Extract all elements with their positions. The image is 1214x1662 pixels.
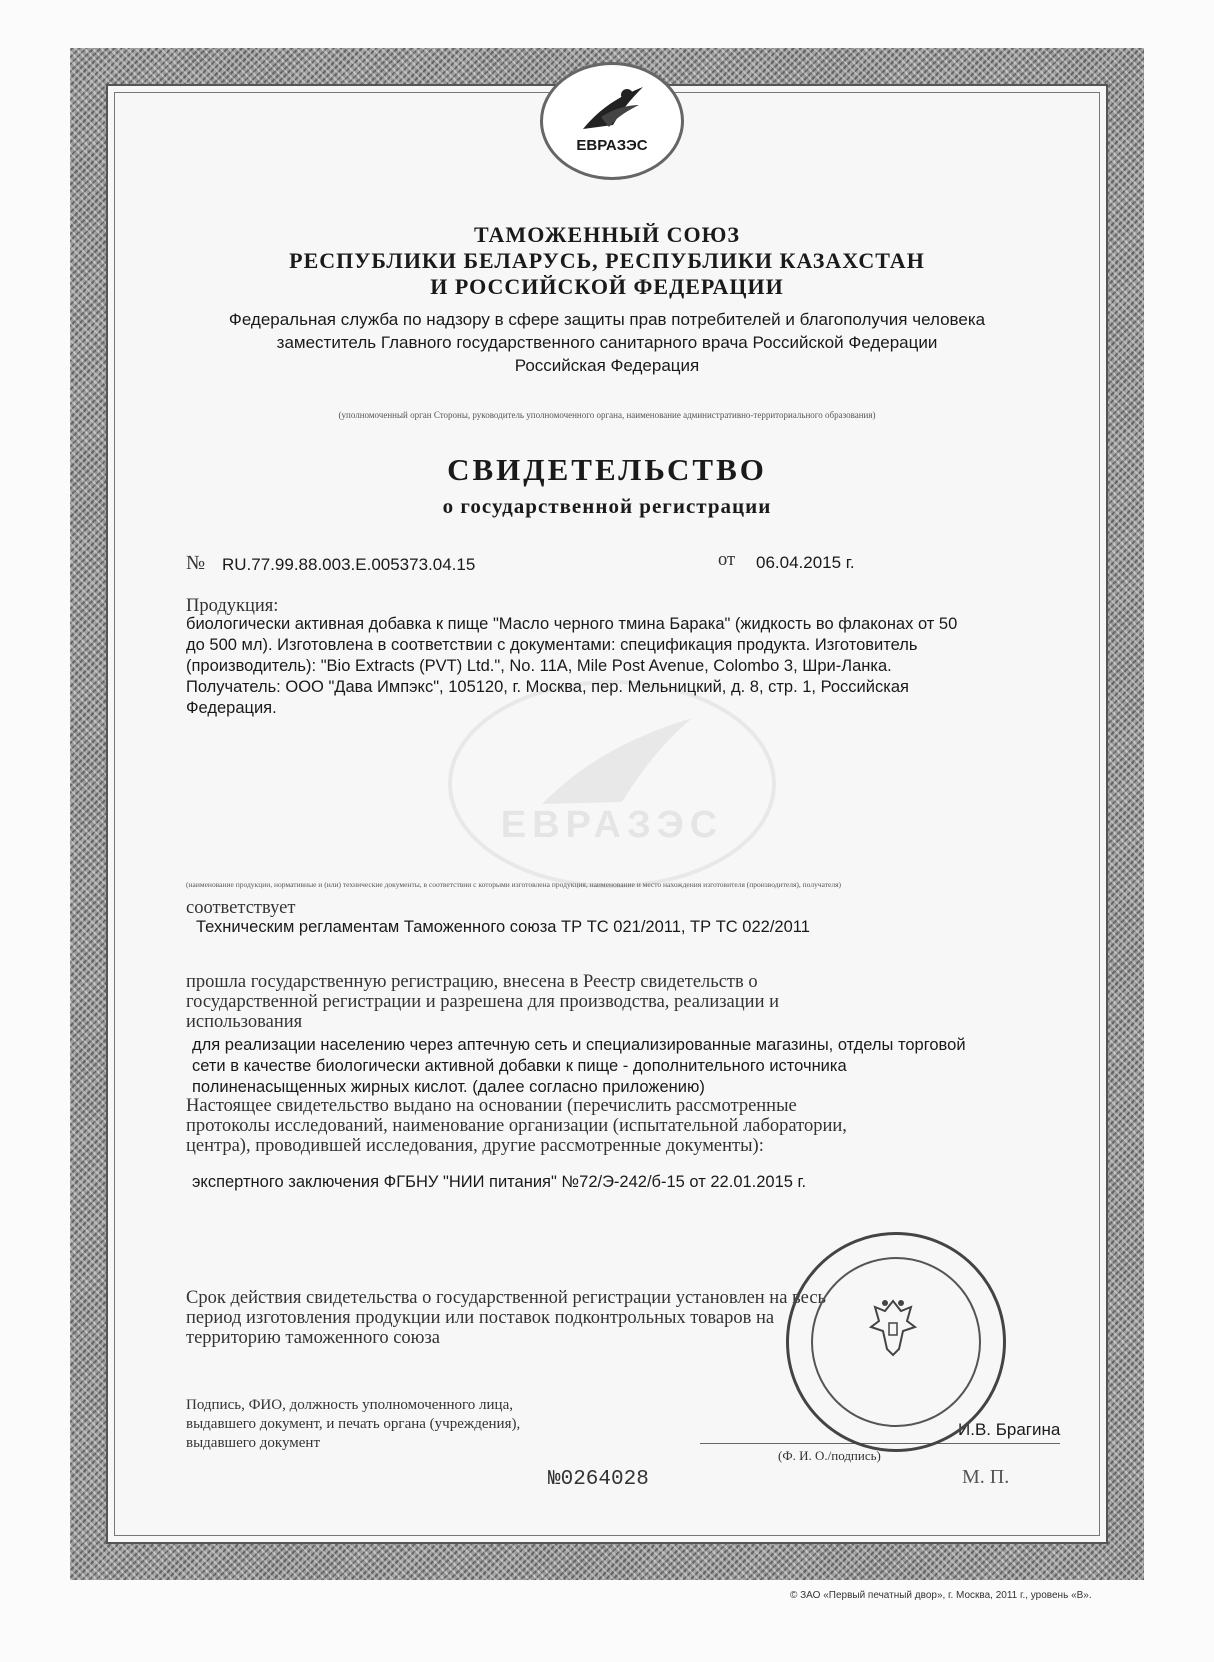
document-subtitle: о государственной регистрации — [442, 494, 772, 518]
emblem-label: ЕВРАЗЭС — [576, 137, 648, 154]
validity-line-3: территорию таможенного союза — [186, 1328, 441, 1348]
double-headed-eagle-icon — [863, 1293, 923, 1363]
product-line-3: (производитель): "Bio Extracts (PVT) Ltd.", No. 11A, Mile Post Avenue, Colombo 3, Шри-Ланка. — [186, 657, 892, 675]
signature-line-1: Подпись, ФИО, должность уполномоченного лица, — [186, 1397, 513, 1413]
usage-line-3: полиненасыщенных жирных кислот. (далее согласно приложению) — [192, 1078, 705, 1096]
signature-block — [186, 1396, 680, 1453]
signature-line-2: выдавшего документ, и печать органа (учреждения), — [186, 1416, 521, 1432]
header-line-1: ТАМОЖЕННЫЙ СОЮЗ — [473, 222, 741, 247]
product-label: Продукция: — [186, 596, 279, 616]
date-prefix: от — [718, 550, 736, 570]
basis-block — [186, 1096, 1044, 1156]
eurasec-emblem — [540, 62, 684, 180]
authority-line-1: Федеральная служба по надзору в сфере защиты прав потребителей и благополучия человека — [228, 310, 986, 329]
product-line-1: биологически активная добавка к пище "Масло черного тмина Барака" (жидкость во флаконах от 50 — [186, 615, 958, 633]
basis-text: экспертного заключения ФГБНУ "НИИ питания" №72/Э-242/б-15 от 22.01.2015 г. — [192, 1173, 807, 1191]
basis-line-3: центра), проводившей исследования, другие рассмотренные документы): — [186, 1136, 764, 1156]
product-line-4: Получатель: ООО "Дава Импэкс", 105120, г. Москва, пер. Мельницкий, д. 8, стр. 1, Российская — [186, 678, 909, 696]
product-description — [186, 614, 1046, 719]
basis-line-1: Настоящее свидетельство выдано на основании (перечислить рассмотренные — [186, 1096, 797, 1116]
authority-line-3: Российская Федерация — [514, 356, 700, 375]
number-sign: № — [186, 552, 206, 574]
product-line-2: до 500 мл). Изготовлена в соответствии с документами: спецификация продукта. Изготовитель — [186, 636, 918, 654]
usage-line-1: для реализации населению через аптечную сеть и специализированные магазины, отделы торговой — [192, 1036, 966, 1054]
registered-block — [186, 972, 1044, 1032]
signature-line-3: выдавшего документ — [186, 1435, 321, 1451]
validity-line-2: период изготовления продукции или поставок подконтрольных товаров на — [186, 1308, 775, 1328]
usage-block — [192, 1035, 1052, 1098]
registration-date: 06.04.2015 г. — [756, 553, 855, 572]
document-title: СВИДЕТЕЛЬСТВО — [447, 452, 767, 487]
seal-label: М. П. — [962, 1466, 1010, 1488]
authority-caption: (уполномоченный орган Стороны, руководитель уполномоченного органа, наименование административно-территориального образования) — [338, 410, 876, 420]
official-seal-stamp — [786, 1232, 1006, 1452]
registered-line-3: использования — [186, 1012, 303, 1032]
conformity-text: Техническим регламентам Таможенного союза ТР ТС 021/2011, ТР ТС 022/2011 — [196, 918, 810, 936]
signature-caption: (Ф. И. О./подпись) — [778, 1448, 881, 1463]
registered-line-1: прошла государственную регистрацию, внесена в Реестр свидетельств о — [186, 972, 758, 992]
product-caption: (наименование продукции, нормативные и (или) технические документы, в соответствии с которыми изготовлена продукция, наименование и место нахождения изготовителя (производителя), получателя) — [186, 880, 842, 889]
header-line-3: И РОССИЙСКОЙ ФЕДЕРАЦИИ — [430, 274, 784, 299]
authority-line-2: заместитель Главного государственного санитарного врача Российской Федерации — [276, 333, 938, 352]
basis-line-2: протоколы исследований, наименование организации (испытательной лаборатории, — [186, 1116, 847, 1136]
form-number: №0264028 — [548, 1468, 649, 1491]
product-line-5: Федерация. — [186, 699, 277, 717]
signatory-name: И.В. Брагина — [958, 1420, 1061, 1439]
printer-note: © ЗАО «Первый печатный двор», г. Москва, 2011 г., уровень «В». — [790, 1590, 1092, 1601]
conformity-label: соответствует — [186, 898, 296, 918]
usage-line-2: сети в качестве биологически активной добавки к пище - дополнительного источника — [192, 1057, 847, 1075]
watermark-label: ЕВРАЗЭС — [500, 804, 724, 846]
registration-number: RU.77.99.88.003.E.005373.04.15 — [222, 555, 476, 574]
validity-line-1: Срок действия свидетельства о государственной регистрации установлен на весь — [186, 1288, 826, 1308]
header-line-2: РЕСПУБЛИКИ БЕЛАРУСЬ, РЕСПУБЛИКИ КАЗАХСТАН — [289, 248, 925, 273]
registered-line-2: государственной регистрации и разрешена для производства, реализации и — [186, 992, 779, 1012]
emblem-bird-icon — [543, 65, 681, 145]
